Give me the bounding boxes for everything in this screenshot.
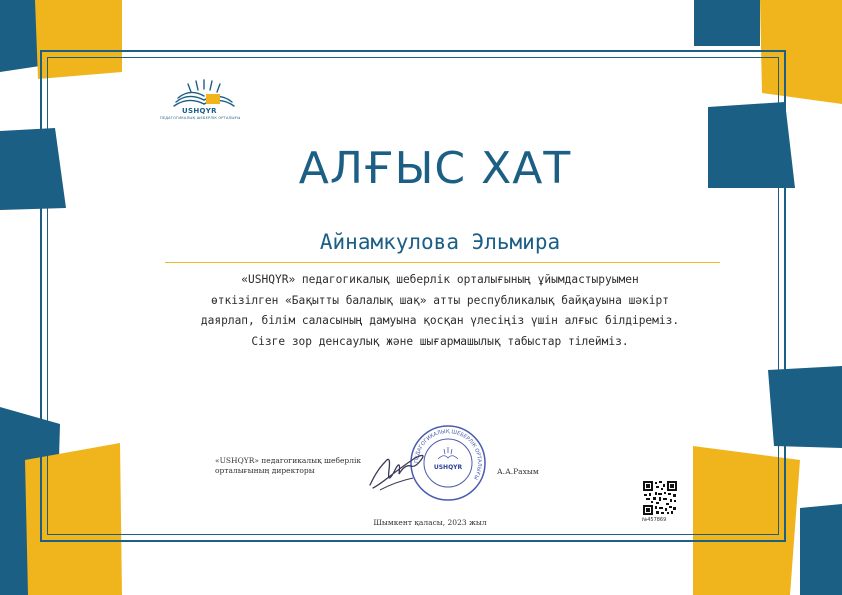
- logo-subtitle: ПЕДАГОГИКАЛЫҚ ШЕБЕРЛІК ОРТАЛЫҒЫ: [160, 116, 241, 120]
- certificate-body: [160, 270, 720, 352]
- recipient-name: Айнамкулова Эльмира: [319, 230, 561, 254]
- deco-blue-top-left: [0, 0, 40, 72]
- body-line: өткізілген «Бақытты балалық шақ» атты республикалық байқауына шәкірт: [210, 293, 669, 307]
- deco-blue-bottom-right: [800, 504, 842, 595]
- place-and-year: Шымкент қаласы, 2023 жыл: [373, 518, 487, 527]
- director-name: А.А.Рахым: [497, 467, 539, 476]
- official-stamp: [408, 423, 488, 503]
- certificate-title: АЛҒЫС ХАТ: [298, 143, 572, 194]
- certificate-number: №457869: [642, 517, 667, 523]
- body-line: «USHQYR» педагогикалық шеберлік орталығының ұйымдастыруымен: [241, 273, 639, 286]
- logo-name: USHQYR: [182, 107, 217, 115]
- qr-code: [643, 481, 677, 515]
- director-title-line: «USHQYR» педагогикалық шеберлік: [215, 456, 362, 465]
- svg-text:ПЕДАГОГИКАЛЫҚ ШЕБЕРЛІК ОРТАЛЫҒ: [414, 429, 482, 481]
- director-title-line: орталығының директоры: [215, 466, 315, 475]
- name-underline: [165, 262, 720, 263]
- stamp-ring-text: ПЕДАГОГИКАЛЫҚ ШЕБЕРЛІК ОРТАЛЫҒЫ: [413, 428, 483, 481]
- deco-blue-top-right: [694, 0, 760, 46]
- body-line: Сізге зор денсаулық және шығармашылық табыстар тілейміз.: [251, 334, 629, 348]
- director-title: [215, 456, 361, 476]
- body-line: даярлап, білім саласының дамуына қосқан үлесіңіз үшін алғыс білдіреміз.: [200, 314, 680, 327]
- stamp-center-text: USHQYR: [433, 464, 463, 471]
